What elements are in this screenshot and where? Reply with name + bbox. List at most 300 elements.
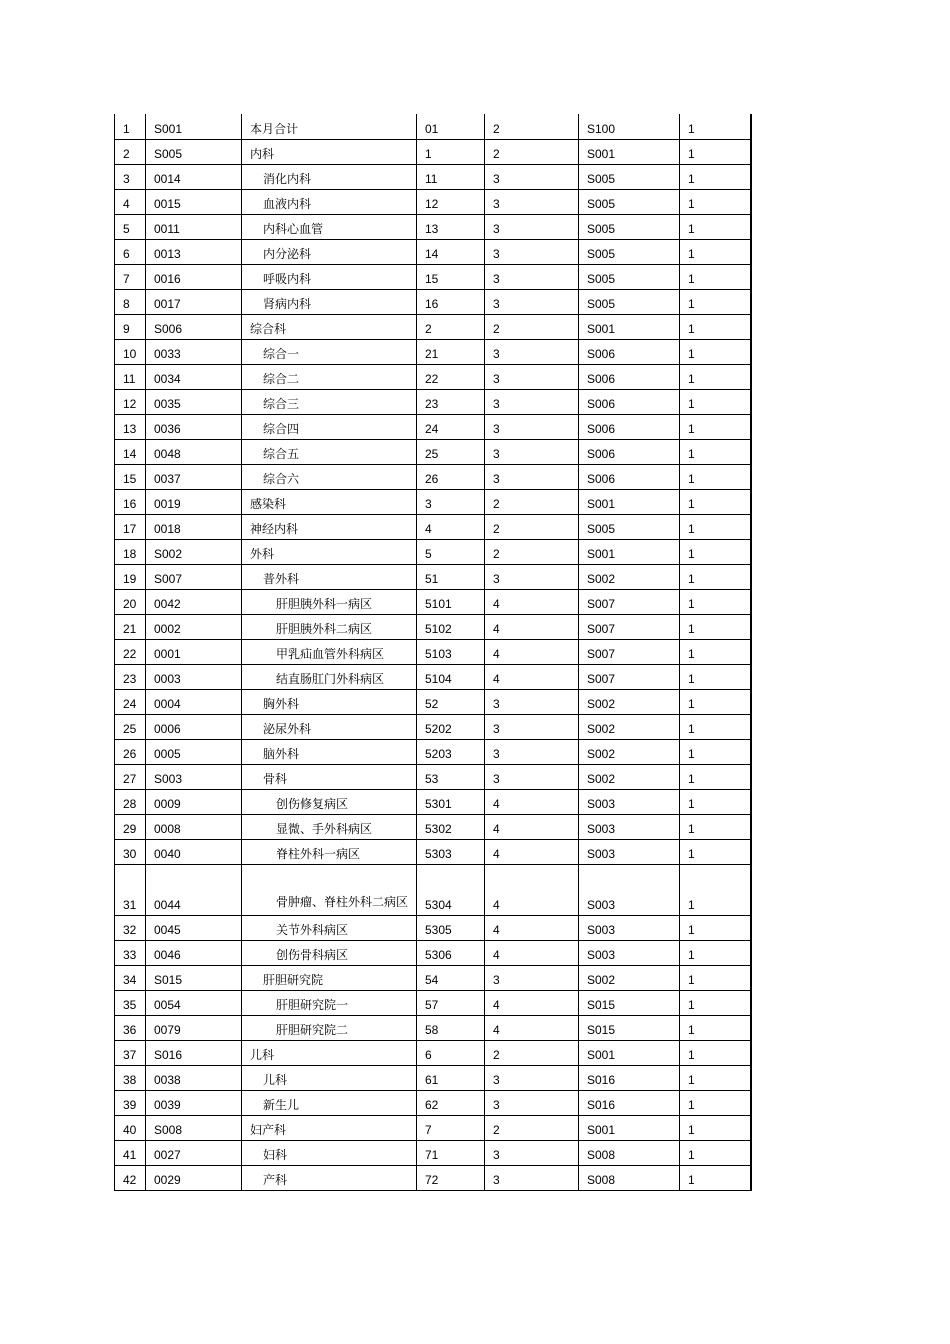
cell-parent-code bbox=[579, 489, 680, 514]
cell-parent-code-text: S002 bbox=[587, 571, 616, 586]
cell-dept-code-text: 0029 bbox=[154, 1172, 181, 1187]
cell-flag bbox=[680, 564, 751, 589]
dept-name-text: 外科 bbox=[250, 546, 275, 561]
cell-level-text: 2 bbox=[493, 496, 500, 511]
cell-flag bbox=[680, 489, 751, 514]
cell-dept-number bbox=[417, 114, 485, 139]
cell-dept-number bbox=[417, 764, 485, 789]
cell-parent-code-text: S003 bbox=[587, 821, 616, 836]
cell-dept-number-text: 7 bbox=[425, 1122, 432, 1137]
dept-name-text: 儿科 bbox=[250, 1047, 275, 1062]
cell-dept-code bbox=[146, 764, 242, 789]
cell-parent-code-text: S003 bbox=[587, 796, 616, 811]
cell-flag-text: 1 bbox=[688, 1022, 695, 1037]
cell-dept-name bbox=[242, 915, 417, 940]
cell-flag-text: 1 bbox=[688, 1122, 695, 1137]
cell-parent-code bbox=[579, 1115, 680, 1140]
cell-dept-code-text: 0015 bbox=[154, 196, 181, 211]
cell-row-number-text: 5 bbox=[123, 221, 130, 236]
cell-dept-number-text: 24 bbox=[425, 421, 439, 436]
cell-flag bbox=[680, 839, 751, 864]
cell-row-number-text: 31 bbox=[123, 897, 137, 912]
cell-dept-code bbox=[146, 864, 242, 915]
cell-row-number bbox=[115, 864, 146, 915]
cell-flag-text: 1 bbox=[688, 997, 695, 1012]
cell-row-number-text: 8 bbox=[123, 296, 130, 311]
cell-dept-number bbox=[417, 414, 485, 439]
dept-name-text: 妇科 bbox=[263, 1147, 288, 1162]
cell-parent-code bbox=[579, 714, 680, 739]
cell-dept-code-text: S007 bbox=[154, 571, 183, 586]
cell-parent-code-text: S006 bbox=[587, 371, 616, 386]
cell-flag bbox=[680, 1040, 751, 1065]
cell-dept-number bbox=[417, 514, 485, 539]
cell-level-text: 3 bbox=[493, 171, 500, 186]
cell-flag bbox=[680, 1090, 751, 1115]
table-row bbox=[115, 114, 751, 139]
cell-row-number-text: 33 bbox=[123, 947, 137, 962]
dept-name-text: 妇产科 bbox=[250, 1122, 287, 1137]
cell-row-number-text: 24 bbox=[123, 696, 137, 711]
cell-dept-code-text: 0046 bbox=[154, 947, 181, 962]
cell-level-text: 4 bbox=[493, 997, 500, 1012]
cell-row-number-text: 36 bbox=[123, 1022, 137, 1037]
table-row bbox=[115, 614, 751, 639]
table-row bbox=[115, 965, 751, 990]
cell-parent-code-text: S016 bbox=[587, 1072, 616, 1087]
cell-flag bbox=[680, 589, 751, 614]
cell-parent-code-text: S005 bbox=[587, 296, 616, 311]
cell-parent-code bbox=[579, 414, 680, 439]
cell-row-number-text: 3 bbox=[123, 171, 130, 186]
cell-flag-text: 1 bbox=[688, 696, 695, 711]
cell-flag-text: 1 bbox=[688, 496, 695, 511]
cell-flag bbox=[680, 214, 751, 239]
cell-level bbox=[485, 1115, 579, 1140]
table-row bbox=[115, 139, 751, 164]
cell-row-number bbox=[115, 1040, 146, 1065]
cell-level bbox=[485, 789, 579, 814]
cell-parent-code-text: S001 bbox=[587, 1047, 616, 1062]
cell-dept-code bbox=[146, 1165, 242, 1190]
dept-name-text: 脊柱外科一病区 bbox=[276, 846, 361, 861]
cell-row-number-text: 10 bbox=[123, 346, 137, 361]
cell-dept-code-text: 0033 bbox=[154, 346, 181, 361]
cell-parent-code-text: S003 bbox=[587, 846, 616, 861]
cell-dept-name bbox=[242, 1140, 417, 1165]
cell-level bbox=[485, 214, 579, 239]
cell-dept-name bbox=[242, 464, 417, 489]
cell-dept-name bbox=[242, 1165, 417, 1190]
cell-level bbox=[485, 1015, 579, 1040]
cell-parent-code-text: S002 bbox=[587, 771, 616, 786]
cell-flag bbox=[680, 414, 751, 439]
dept-name-text: 综合六 bbox=[263, 471, 300, 486]
cell-dept-number-text: 71 bbox=[425, 1147, 439, 1162]
cell-level bbox=[485, 464, 579, 489]
cell-flag-text: 1 bbox=[688, 671, 695, 686]
cell-flag bbox=[680, 714, 751, 739]
cell-dept-number bbox=[417, 664, 485, 689]
cell-parent-code bbox=[579, 689, 680, 714]
cell-parent-code-text: S001 bbox=[587, 146, 616, 161]
cell-level bbox=[485, 1140, 579, 1165]
cell-dept-code bbox=[146, 789, 242, 814]
cell-dept-number bbox=[417, 915, 485, 940]
cell-dept-number-text: 6 bbox=[425, 1047, 432, 1062]
dept-name-text: 内分泌科 bbox=[263, 246, 312, 261]
cell-flag-text: 1 bbox=[688, 1147, 695, 1162]
cell-dept-number-text: 23 bbox=[425, 396, 439, 411]
cell-row-number-text: 19 bbox=[123, 571, 137, 586]
dept-name-text: 新生儿 bbox=[263, 1097, 300, 1112]
cell-row-number-text: 37 bbox=[123, 1047, 137, 1062]
cell-row-number-text: 29 bbox=[123, 821, 137, 836]
table-row bbox=[115, 664, 751, 689]
cell-dept-code-text: 0035 bbox=[154, 396, 181, 411]
table-row bbox=[115, 214, 751, 239]
cell-level bbox=[485, 389, 579, 414]
cell-level-text: 3 bbox=[493, 346, 500, 361]
cell-parent-code bbox=[579, 839, 680, 864]
cell-row-number-text: 35 bbox=[123, 997, 137, 1012]
cell-dept-name bbox=[242, 389, 417, 414]
cell-dept-code-text: S005 bbox=[154, 146, 183, 161]
cell-dept-number-text: 53 bbox=[425, 771, 439, 786]
cell-dept-name bbox=[242, 689, 417, 714]
cell-level-text: 2 bbox=[493, 1047, 500, 1062]
cell-dept-number bbox=[417, 139, 485, 164]
cell-dept-number-text: 62 bbox=[425, 1097, 439, 1112]
cell-level bbox=[485, 1090, 579, 1115]
cell-dept-code-text: 0038 bbox=[154, 1072, 181, 1087]
cell-level bbox=[485, 1165, 579, 1190]
cell-dept-number bbox=[417, 990, 485, 1015]
cell-parent-code bbox=[579, 789, 680, 814]
cell-row-number bbox=[115, 114, 146, 139]
cell-row-number-text: 16 bbox=[123, 496, 137, 511]
cell-level-text: 3 bbox=[493, 196, 500, 211]
cell-level-text: 4 bbox=[493, 596, 500, 611]
cell-flag bbox=[680, 864, 751, 915]
cell-row-number bbox=[115, 539, 146, 564]
cell-dept-code bbox=[146, 514, 242, 539]
cell-dept-code bbox=[146, 965, 242, 990]
dept-name-text: 呼吸内科 bbox=[263, 271, 312, 286]
cell-row-number-text: 34 bbox=[123, 972, 137, 987]
cell-dept-code bbox=[146, 139, 242, 164]
cell-row-number bbox=[115, 414, 146, 439]
cell-dept-code-text: 0018 bbox=[154, 521, 181, 536]
cell-row-number bbox=[115, 1165, 146, 1190]
cell-flag bbox=[680, 789, 751, 814]
cell-level bbox=[485, 539, 579, 564]
cell-parent-code-text: S003 bbox=[587, 897, 616, 912]
cell-dept-number-text: 22 bbox=[425, 371, 439, 386]
cell-flag bbox=[680, 189, 751, 214]
cell-dept-number-text: 5305 bbox=[425, 922, 452, 937]
table-row bbox=[115, 1065, 751, 1090]
cell-flag-text: 1 bbox=[688, 621, 695, 636]
dept-name-text: 骨肿瘤、脊柱外科二病区 bbox=[276, 894, 409, 909]
cell-dept-number-text: 26 bbox=[425, 471, 439, 486]
table-row bbox=[115, 339, 751, 364]
cell-row-number bbox=[115, 1065, 146, 1090]
cell-flag-text: 1 bbox=[688, 396, 695, 411]
cell-dept-code bbox=[146, 664, 242, 689]
cell-row-number bbox=[115, 839, 146, 864]
table-row bbox=[115, 1165, 751, 1190]
cell-parent-code-text: S003 bbox=[587, 947, 616, 962]
cell-dept-name bbox=[242, 264, 417, 289]
cell-parent-code-text: S003 bbox=[587, 922, 616, 937]
cell-dept-number bbox=[417, 189, 485, 214]
cell-dept-code-text: 0079 bbox=[154, 1022, 181, 1037]
cell-dept-code-text: 0006 bbox=[154, 721, 181, 736]
cell-row-number bbox=[115, 139, 146, 164]
cell-dept-code-text: 0040 bbox=[154, 846, 181, 861]
cell-flag-text: 1 bbox=[688, 821, 695, 836]
cell-dept-number bbox=[417, 239, 485, 264]
cell-flag-text: 1 bbox=[688, 922, 695, 937]
cell-dept-code-text: 0034 bbox=[154, 371, 181, 386]
cell-row-number bbox=[115, 764, 146, 789]
cell-dept-number-text: 13 bbox=[425, 221, 439, 236]
cell-flag-text: 1 bbox=[688, 471, 695, 486]
cell-row-number bbox=[115, 439, 146, 464]
table-row bbox=[115, 514, 751, 539]
cell-dept-name bbox=[242, 139, 417, 164]
table-row bbox=[115, 714, 751, 739]
cell-dept-number bbox=[417, 639, 485, 664]
cell-row-number bbox=[115, 965, 146, 990]
cell-dept-code bbox=[146, 990, 242, 1015]
cell-level-text: 3 bbox=[493, 221, 500, 236]
cell-row-number bbox=[115, 489, 146, 514]
cell-row-number-text: 21 bbox=[123, 621, 137, 636]
cell-dept-number bbox=[417, 289, 485, 314]
cell-level-text: 3 bbox=[493, 271, 500, 286]
cell-dept-code bbox=[146, 414, 242, 439]
table-row bbox=[115, 189, 751, 214]
cell-dept-number-text: 5301 bbox=[425, 796, 452, 811]
cell-flag-text: 1 bbox=[688, 271, 695, 286]
cell-parent-code bbox=[579, 564, 680, 589]
cell-dept-number bbox=[417, 564, 485, 589]
cell-dept-code bbox=[146, 389, 242, 414]
table-row bbox=[115, 564, 751, 589]
cell-dept-number bbox=[417, 714, 485, 739]
table-row bbox=[115, 489, 751, 514]
cell-dept-number-text: 5306 bbox=[425, 947, 452, 962]
cell-flag bbox=[680, 614, 751, 639]
cell-dept-name bbox=[242, 839, 417, 864]
cell-dept-number-text: 5103 bbox=[425, 646, 452, 661]
cell-dept-code-text: 0011 bbox=[154, 221, 180, 236]
cell-dept-name bbox=[242, 1015, 417, 1040]
cell-flag bbox=[680, 689, 751, 714]
dept-name-text: 内科心血管 bbox=[263, 221, 324, 236]
cell-parent-code bbox=[579, 589, 680, 614]
cell-flag-text: 1 bbox=[688, 571, 695, 586]
cell-parent-code bbox=[579, 1065, 680, 1090]
cell-dept-number bbox=[417, 439, 485, 464]
cell-level bbox=[485, 1040, 579, 1065]
cell-parent-code-text: S006 bbox=[587, 396, 616, 411]
cell-row-number bbox=[115, 664, 146, 689]
cell-dept-name bbox=[242, 864, 417, 915]
cell-parent-code-text: S001 bbox=[587, 496, 616, 511]
cell-level-text: 3 bbox=[493, 721, 500, 736]
table-row bbox=[115, 689, 751, 714]
cell-level bbox=[485, 965, 579, 990]
cell-flag bbox=[680, 1165, 751, 1190]
cell-dept-number bbox=[417, 1065, 485, 1090]
cell-parent-code-text: S002 bbox=[587, 972, 616, 987]
cell-row-number bbox=[115, 614, 146, 639]
cell-flag-text: 1 bbox=[688, 121, 695, 136]
cell-level bbox=[485, 739, 579, 764]
cell-parent-code bbox=[579, 965, 680, 990]
cell-level-text: 3 bbox=[493, 771, 500, 786]
cell-dept-code-text: 0045 bbox=[154, 922, 181, 937]
cell-parent-code-text: S006 bbox=[587, 346, 616, 361]
cell-flag-text: 1 bbox=[688, 947, 695, 962]
cell-dept-number-text: 57 bbox=[425, 997, 439, 1012]
cell-flag bbox=[680, 1065, 751, 1090]
cell-flag-text: 1 bbox=[688, 171, 695, 186]
table-row bbox=[115, 839, 751, 864]
cell-level bbox=[485, 139, 579, 164]
cell-dept-number bbox=[417, 789, 485, 814]
cell-level bbox=[485, 564, 579, 589]
cell-dept-number-text: 54 bbox=[425, 972, 439, 987]
cell-level bbox=[485, 489, 579, 514]
cell-row-number bbox=[115, 689, 146, 714]
cell-level-text: 3 bbox=[493, 1072, 500, 1087]
table-row bbox=[115, 639, 751, 664]
cell-row-number bbox=[115, 1015, 146, 1040]
cell-row-number bbox=[115, 990, 146, 1015]
cell-row-number-text: 20 bbox=[123, 596, 137, 611]
cell-level-text: 4 bbox=[493, 1022, 500, 1037]
cell-dept-number-text: 5303 bbox=[425, 846, 452, 861]
cell-dept-name bbox=[242, 489, 417, 514]
cell-dept-number-text: 16 bbox=[425, 296, 439, 311]
cell-parent-code-text: S100 bbox=[587, 121, 616, 136]
cell-dept-name bbox=[242, 114, 417, 139]
cell-dept-number bbox=[417, 389, 485, 414]
cell-dept-code bbox=[146, 114, 242, 139]
cell-dept-code bbox=[146, 1015, 242, 1040]
cell-row-number bbox=[115, 364, 146, 389]
table-row bbox=[115, 864, 751, 915]
cell-dept-code bbox=[146, 1115, 242, 1140]
cell-flag bbox=[680, 664, 751, 689]
cell-flag bbox=[680, 289, 751, 314]
cell-dept-name bbox=[242, 539, 417, 564]
cell-flag bbox=[680, 464, 751, 489]
table-row bbox=[115, 589, 751, 614]
dept-name-text: 综合四 bbox=[263, 421, 300, 436]
cell-parent-code bbox=[579, 164, 680, 189]
cell-dept-number bbox=[417, 1165, 485, 1190]
cell-row-number bbox=[115, 464, 146, 489]
cell-dept-name bbox=[242, 414, 417, 439]
cell-flag bbox=[680, 514, 751, 539]
cell-row-number bbox=[115, 789, 146, 814]
cell-dept-number-text: 5302 bbox=[425, 821, 452, 836]
cell-row-number bbox=[115, 314, 146, 339]
cell-parent-code bbox=[579, 364, 680, 389]
table-row bbox=[115, 990, 751, 1015]
cell-flag-text: 1 bbox=[688, 972, 695, 987]
cell-dept-code-text: 0009 bbox=[154, 796, 181, 811]
cell-dept-number-text: 5 bbox=[425, 546, 432, 561]
dept-name-text: 肝胆研究院一 bbox=[276, 997, 349, 1012]
cell-flag-text: 1 bbox=[688, 897, 695, 912]
cell-flag-text: 1 bbox=[688, 1072, 695, 1087]
cell-dept-name bbox=[242, 1065, 417, 1090]
cell-level bbox=[485, 439, 579, 464]
cell-row-number bbox=[115, 264, 146, 289]
cell-dept-code bbox=[146, 589, 242, 614]
cell-level bbox=[485, 689, 579, 714]
cell-row-number-text: 7 bbox=[123, 271, 130, 286]
table-row bbox=[115, 789, 751, 814]
cell-parent-code-text: S015 bbox=[587, 1022, 616, 1037]
cell-dept-code-text: S006 bbox=[154, 321, 183, 336]
cell-dept-number bbox=[417, 965, 485, 990]
cell-dept-code-text: 0036 bbox=[154, 421, 181, 436]
cell-row-number bbox=[115, 1090, 146, 1115]
cell-parent-code-text: S005 bbox=[587, 196, 616, 211]
cell-flag-text: 1 bbox=[688, 421, 695, 436]
cell-row-number bbox=[115, 239, 146, 264]
cell-dept-number-text: 5202 bbox=[425, 721, 452, 736]
cell-dept-number-text: 4 bbox=[425, 521, 432, 536]
cell-dept-number bbox=[417, 364, 485, 389]
cell-dept-code bbox=[146, 289, 242, 314]
cell-row-number-text: 41 bbox=[123, 1147, 137, 1162]
cell-dept-number-text: 5304 bbox=[425, 897, 452, 912]
cell-flag-text: 1 bbox=[688, 221, 695, 236]
cell-row-number-text: 2 bbox=[123, 146, 130, 161]
cell-dept-number bbox=[417, 539, 485, 564]
cell-parent-code-text: S007 bbox=[587, 671, 616, 686]
cell-flag bbox=[680, 965, 751, 990]
cell-dept-number bbox=[417, 1090, 485, 1115]
cell-dept-code-text: 0003 bbox=[154, 671, 181, 686]
table-row bbox=[115, 164, 751, 189]
cell-dept-number-text: 72 bbox=[425, 1172, 439, 1187]
cell-parent-code-text: S007 bbox=[587, 596, 616, 611]
cell-parent-code bbox=[579, 639, 680, 664]
cell-dept-name bbox=[242, 965, 417, 990]
cell-row-number bbox=[115, 739, 146, 764]
cell-flag-text: 1 bbox=[688, 1047, 695, 1062]
cell-dept-name bbox=[242, 439, 417, 464]
cell-dept-name bbox=[242, 564, 417, 589]
cell-dept-number-text: 5203 bbox=[425, 746, 452, 761]
table-row bbox=[115, 539, 751, 564]
cell-level-text: 4 bbox=[493, 846, 500, 861]
cell-flag-text: 1 bbox=[688, 546, 695, 561]
cell-dept-code-text: 0008 bbox=[154, 821, 181, 836]
cell-row-number bbox=[115, 1115, 146, 1140]
cell-dept-number-text: 21 bbox=[425, 346, 439, 361]
cell-dept-code bbox=[146, 1040, 242, 1065]
